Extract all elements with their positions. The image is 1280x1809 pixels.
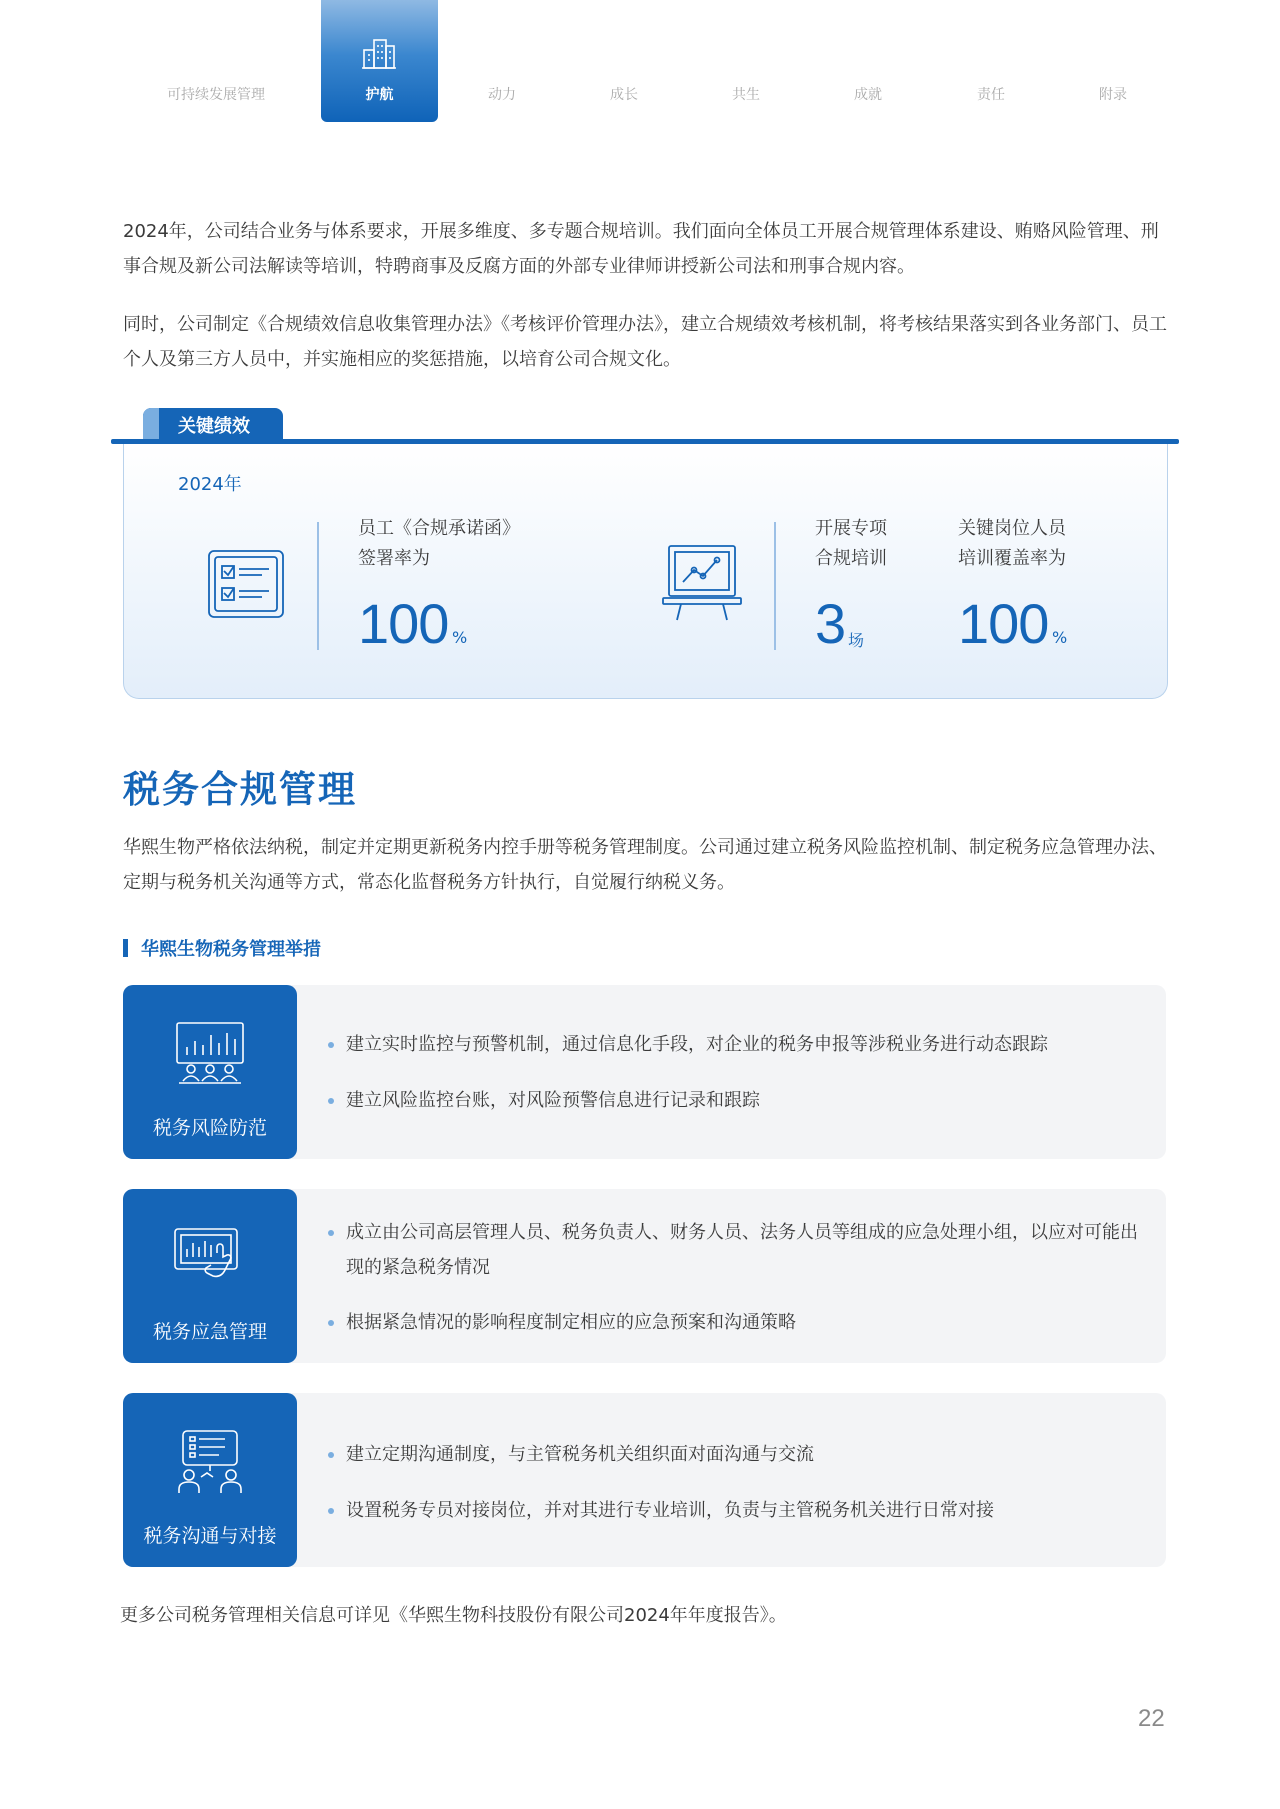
kpi-1-value: 100 [358,592,449,655]
kpi-2-label-line1: 开展专项 [815,518,887,539]
measure-card-3-title: 税务沟通与对接 [143,1525,277,1547]
kpi-3-label-line2: 培训覆盖率为 [958,548,1066,569]
kpi-2-unit: 场 [848,631,865,650]
kpi-3-label-line1: 关键岗位人员 [958,518,1066,539]
subtitle-marker [123,939,128,957]
measure-card-2-header [123,1189,297,1363]
intro-paragraph-1: 2024年，公司结合业务与体系要求，开展多维度、多专题合规培训。我们面向全体员工开展合规管理体系建设、贿赂风险管理、刑事合规及新公司法解读等培训，特聘商事及反腐方面的外部专业律师讲授新公司法和刑事合规内容。 [123,221,1159,277]
measure-card-2-bullet-2: 根据紧急情况的影响程度制定相应的应急预案和沟通策略 [346,1305,1146,1340]
nav-item-momentum[interactable]: 动力 [488,87,516,103]
presentation-board-icon [661,544,743,624]
nav-item-growth[interactable]: 成长 [610,87,638,103]
measure-card-3-bullet-2: 设置税务专员对接岗位，并对其进行专业培训，负责与主管税务机关进行日常对接 [346,1493,1146,1528]
nav-item-achievement[interactable]: 成就 [854,87,882,103]
kpi-year: 2024年 [178,474,242,495]
measure-card-1-bullet-1: 建立实时监控与预警机制，通过信息化手段，对企业的税务申报等涉税业务进行动态跟踪 [346,1027,1146,1062]
nav-item-sustainability[interactable]: 可持续发展管理 [167,87,265,103]
tablet-touch-icon [173,1225,247,1291]
measure-card-3-header [123,1393,297,1567]
nav-item-responsibility[interactable]: 责任 [977,87,1005,103]
measure-card-1-title: 税务风险防范 [152,1117,267,1139]
measure-card-2-title: 税务应急管理 [152,1321,267,1343]
measure-card-1-bullet-2: 建立风险监控台账，对风险预警信息进行记录和跟踪 [346,1083,1146,1118]
buildings-icon [360,34,398,72]
nav-item-escort-active[interactable] [321,0,438,122]
kpi-1-label-line1: 员工《合规承诺函》 [358,518,520,539]
nav-item-appendix[interactable]: 附录 [1099,87,1127,103]
top-nav [0,0,1280,125]
checklist-icon [207,549,285,619]
kpi-3-unit: % [1052,628,1068,647]
kpi-1-unit: % [452,628,468,647]
kpi-divider [317,522,319,650]
section-title: 税务合规管理 [123,768,357,811]
kpi-3-value: 100 [958,592,1049,655]
nav-item-symbiosis[interactable]: 共生 [732,87,760,103]
key-performance-title: 关键绩效 [178,416,250,437]
section-subtitle: 华熙生物税务管理举措 [141,939,321,960]
page-number: 22 [1138,1705,1165,1732]
kpi-divider [774,522,776,650]
measure-card-1-header [123,985,297,1159]
risk-monitor-icon [173,1021,247,1087]
meeting-icon [173,1429,247,1495]
kpi-1-label-line2: 签署率为 [358,548,430,569]
measure-card-3-bullet-1: 建立定期沟通制度，与主管税务机关组织面对面沟通与交流 [346,1437,1146,1472]
measure-card-2-bullet-1: 成立由公司高层管理人员、税务负责人、财务人员、法务人员等组成的应急处理小组，以应对可能出现的紧急税务情况 [346,1215,1146,1285]
kpi-2-value: 3 [815,592,846,655]
key-performance-tab [143,408,283,440]
nav-item-label: 护航 [365,87,394,103]
intro-paragraph-2: 同时，公司制定《合规绩效信息收集管理办法》《考核评价管理办法》，建立合规绩效考核机制，将考核结果落实到各业务部门、员工个人及第三方人员中，并实施相应的奖惩措施，以培育公司合规文化。 [123,314,1167,370]
kpi-2-label-line2: 合规培训 [815,548,887,569]
section-description: 华熙生物严格依法纳税，制定并定期更新税务内控手册等税务管理制度。公司通过建立税务风险监控机制、制定税务应急管理办法、定期与税务机关沟通等方式，常态化监督税务方针执行，自觉履行纳税义务。 [123,837,1167,893]
footer-note: 更多公司税务管理相关信息可详见《华熙生物科技股份有限公司2024年年度报告》。 [120,1605,787,1626]
